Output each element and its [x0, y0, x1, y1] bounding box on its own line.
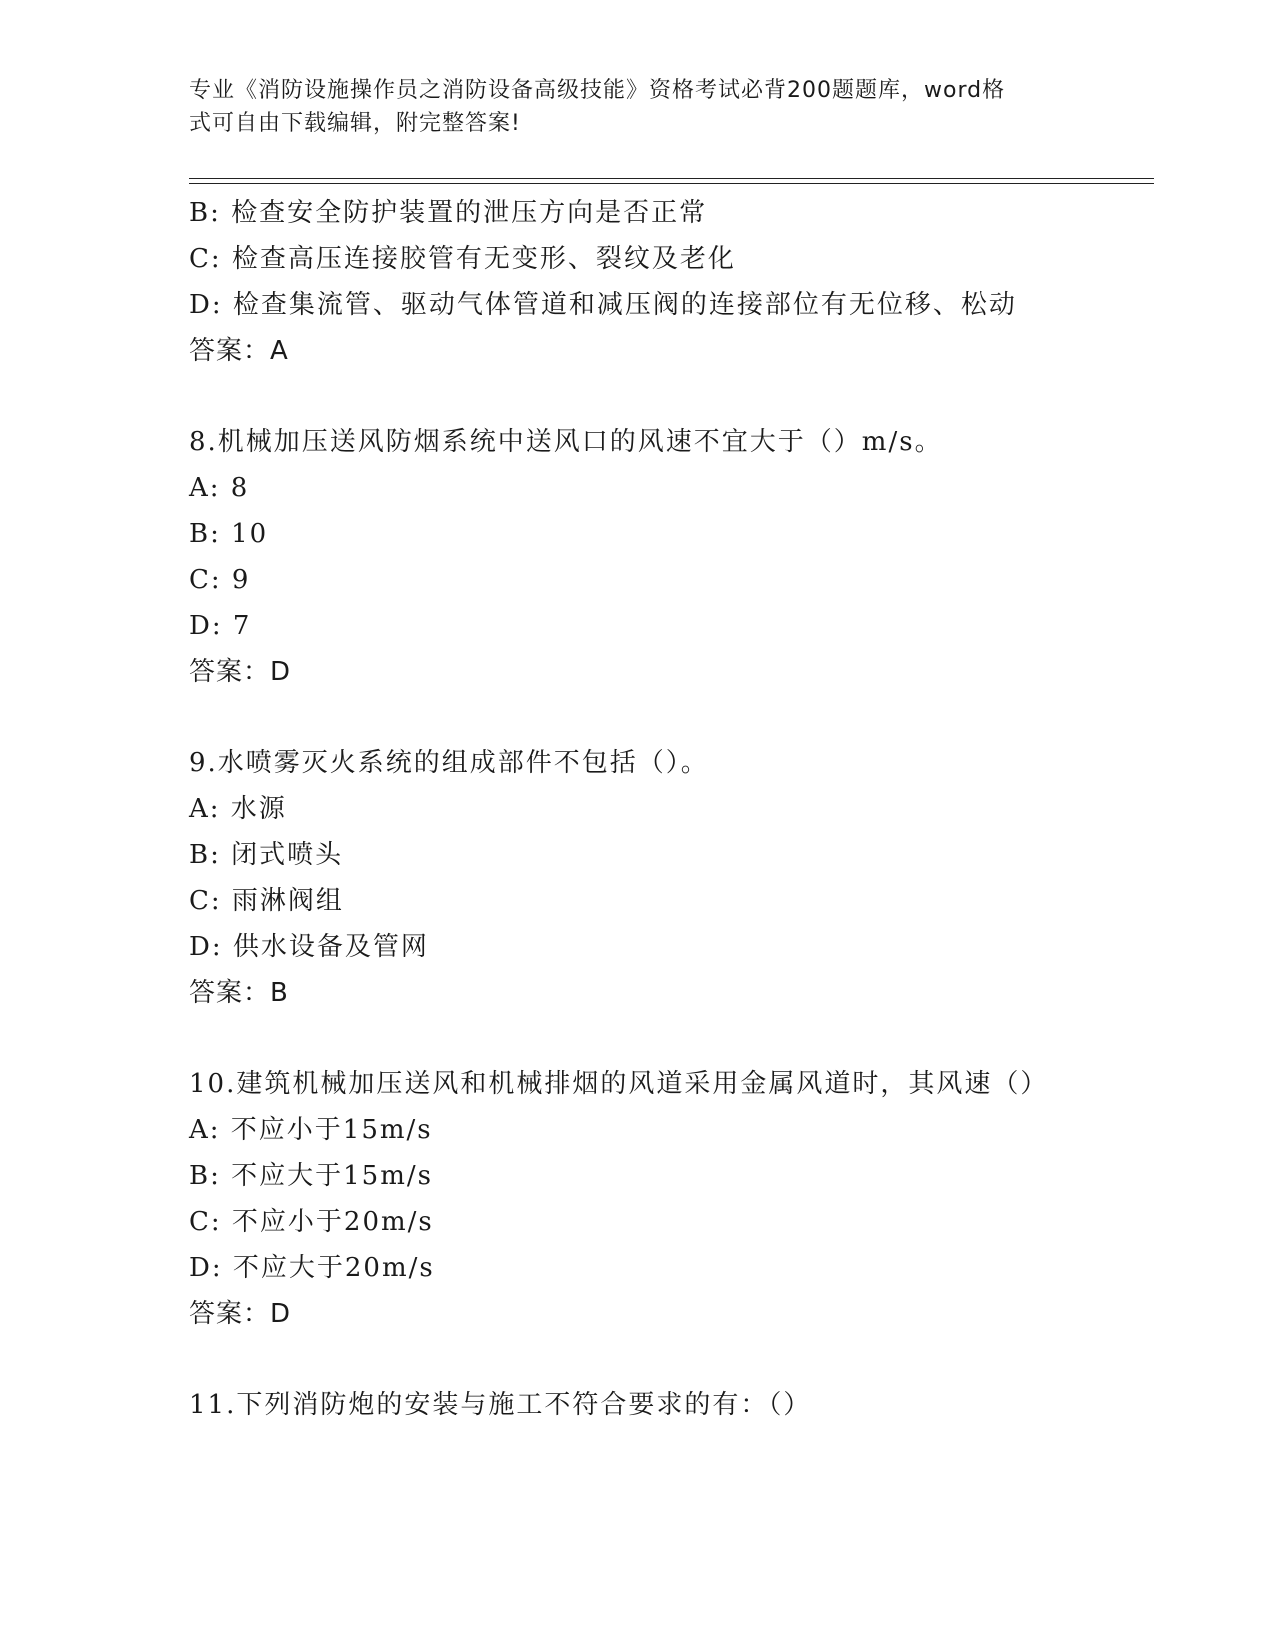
question-text: 11.下列消防炮的安装与施工不符合要求的有：（）: [189, 1390, 812, 1420]
option-b: B: 10: [189, 519, 269, 549]
question-11: [189, 1382, 1149, 1428]
option-b: B: 检查安全防护装置的泄压方向是否正常: [189, 198, 708, 228]
option-b: B: 闭式喷头: [189, 840, 344, 870]
header-divider-top: [189, 178, 1154, 179]
header-line-1: 专业《消防设施操作员之消防设备高级技能》资格考试必背200题题库，word格: [189, 78, 1006, 103]
question-7: [189, 190, 1149, 374]
option-a: A: 水源: [189, 794, 287, 824]
option-c: C: 检查高压连接胶管有无变形、裂纹及老化: [189, 244, 736, 274]
answer: 答案：D: [189, 657, 292, 687]
option-c: C: 不应小于20m/s: [189, 1207, 434, 1237]
option-c: C: 9: [189, 565, 251, 595]
option-a: A: 不应小于15m/s: [189, 1115, 433, 1145]
option-d: D: 供水设备及管网: [189, 932, 429, 962]
question-9: [189, 740, 1149, 1016]
header-line-2: 式可自由下载编辑，附完整答案!: [189, 111, 521, 136]
question-text: 8.机械加压送风防烟系统中送风口的风速不宜大于（）m/s。: [189, 427, 943, 457]
answer: 答案：B: [189, 978, 289, 1008]
question-10: [189, 1061, 1149, 1337]
option-c: C: 雨淋阀组: [189, 886, 344, 916]
option-d: D: 7: [189, 611, 252, 641]
answer: 答案：A: [189, 336, 289, 366]
option-d: D: 检查集流管、驱动气体管道和减压阀的连接部位有无位移、松动: [189, 290, 1017, 320]
answer: 答案：D: [189, 1299, 292, 1329]
question-text: 10.建筑机械加压送风和机械排烟的风道采用金属风道时，其风速（）: [189, 1069, 1049, 1099]
option-b: B: 不应大于15m/s: [189, 1161, 433, 1191]
question-text: 9.水喷雾灭火系统的组成部件不包括（）。: [189, 748, 709, 778]
option-d: D: 不应大于20m/s: [189, 1253, 435, 1283]
option-a: A: 8: [189, 473, 250, 503]
question-list: [189, 190, 1149, 1428]
document-header: [189, 74, 1089, 140]
question-8: [189, 419, 1149, 695]
header-divider-bottom: [189, 183, 1154, 184]
